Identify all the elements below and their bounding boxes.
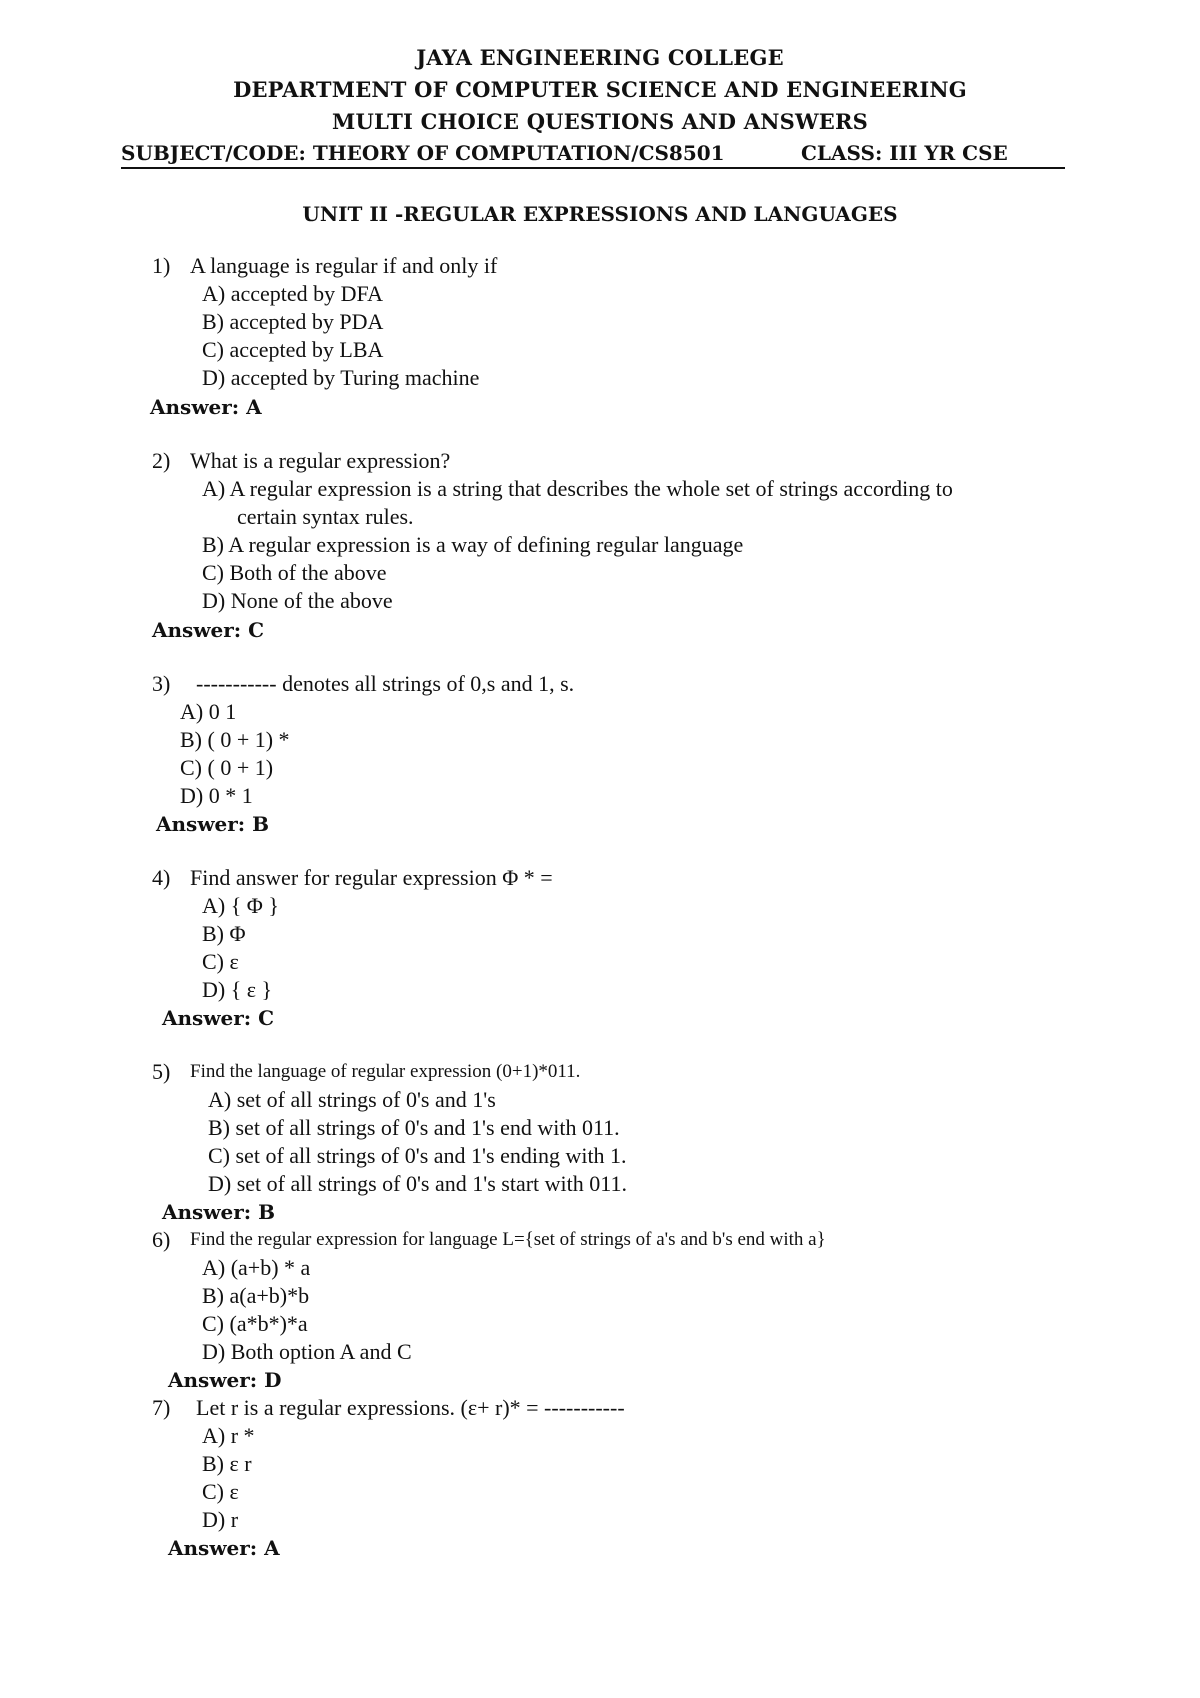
- question-option: D) accepted by Turing machine: [202, 365, 480, 390]
- question-text: Find answer for regular expression Φ * =: [190, 865, 553, 890]
- question-text: What is a regular expression?: [190, 448, 451, 473]
- question-text: Let r is a regular expressions. (ε+ r)* = -----------: [196, 1395, 625, 1420]
- question-number: 4): [152, 865, 171, 890]
- question-option: A) 0 1: [180, 699, 237, 724]
- question-option: A) set of all strings of 0's and 1's: [208, 1087, 496, 1112]
- question-option: C) set of all strings of 0's and 1's ending with 1.: [208, 1143, 627, 1168]
- unit-title: UNIT II -REGULAR EXPRESSIONS AND LANGUAGES: [302, 202, 898, 226]
- question-option: A) { Φ }: [202, 893, 279, 918]
- question-text: Find the language of regular expression (0+1)*011.: [190, 1061, 581, 1082]
- question-option: A) r *: [202, 1423, 255, 1448]
- question-option: B) ε r: [202, 1451, 252, 1476]
- question-number: 7): [152, 1395, 171, 1420]
- question-option: D) r: [202, 1507, 239, 1532]
- question-number: 5): [152, 1059, 171, 1084]
- question-option: C) ε: [202, 1479, 239, 1504]
- answer-label: Answer: C: [162, 1006, 275, 1030]
- question-option: D) None of the above: [202, 588, 393, 613]
- question-option: B) A regular expression is a way of defining regular language: [202, 532, 744, 557]
- question-option: D) 0 * 1: [180, 783, 253, 808]
- question-option: B) a(a+b)*b: [202, 1283, 310, 1308]
- question-number: 6): [152, 1227, 171, 1252]
- question-option: C) (a*b*)*a: [202, 1311, 308, 1336]
- subject-code: SUBJECT/CODE: THEORY OF COMPUTATION/CS8501: [121, 141, 725, 165]
- question-option: A) accepted by DFA: [202, 281, 384, 306]
- question-option: A) (a+b) * a: [202, 1255, 311, 1280]
- answer-label: Answer: A: [150, 395, 262, 419]
- question-text: ----------- denotes all strings of 0,s and 1, s.: [196, 671, 575, 696]
- answer-label: Answer: C: [152, 618, 265, 642]
- answer-label: Answer: B: [156, 812, 270, 836]
- document-type: MULTI CHOICE QUESTIONS AND ANSWERS: [332, 109, 868, 134]
- class-label: CLASS: III YR CSE: [801, 141, 1008, 165]
- college-name: JAYA ENGINEERING COLLEGE: [416, 45, 784, 70]
- question-option: C) Both of the above: [202, 560, 387, 585]
- question-option: B) accepted by PDA: [202, 309, 384, 334]
- question-option: B) Φ: [202, 921, 246, 946]
- question-text: A language is regular if and only if: [190, 253, 498, 278]
- question-number: 1): [152, 253, 171, 278]
- answer-label: Answer: B: [162, 1200, 276, 1224]
- question-option: D) { ε }: [202, 977, 273, 1002]
- question-option: C) ε: [202, 949, 239, 974]
- question-option: D) set of all strings of 0's and 1's start with 011.: [208, 1171, 627, 1196]
- answer-label: Answer: A: [168, 1536, 280, 1560]
- subject-row: [121, 139, 1065, 169]
- question-option-continued: certain syntax rules.: [237, 504, 414, 529]
- question-option: C) accepted by LBA: [202, 337, 384, 362]
- department-name: DEPARTMENT OF COMPUTER SCIENCE AND ENGINEERING: [233, 77, 967, 102]
- question-option: C) ( 0 + 1): [180, 755, 274, 780]
- answer-label: Answer: D: [168, 1368, 282, 1392]
- question-option: B) set of all strings of 0's and 1's end with 011.: [208, 1115, 620, 1140]
- question-option: D) Both option A and C: [202, 1339, 412, 1364]
- question-number: 3): [152, 671, 171, 696]
- question-text: Find the regular expression for language L={set of strings of a's and b's end with a}: [190, 1229, 826, 1250]
- question-number: 2): [152, 448, 171, 473]
- question-option: B) ( 0 + 1) *: [180, 727, 290, 752]
- question-option: A) A regular expression is a string that describes the whole set of strings according to: [202, 476, 953, 501]
